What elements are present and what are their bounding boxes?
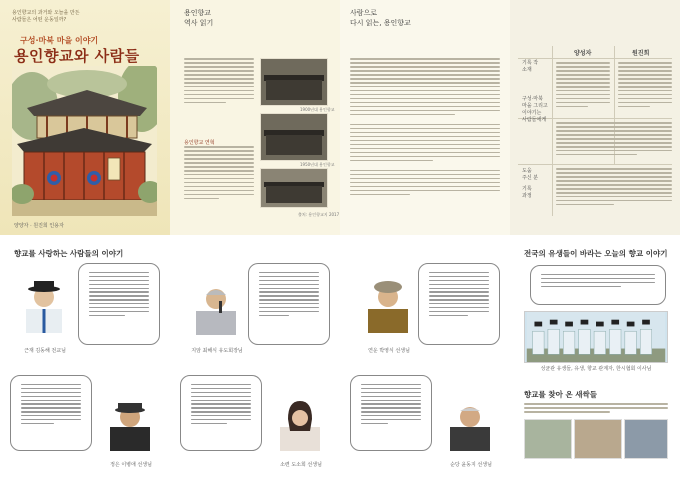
portrait-choi (186, 275, 246, 335)
people-history-column (340, 0, 510, 235)
speech-bubble-4 (10, 375, 92, 451)
people-history-body (350, 58, 500, 198)
kids-title: 향교를 찾아 온 새싹들 (524, 390, 598, 399)
top-band (0, 0, 680, 235)
history-body-text (184, 58, 254, 106)
portrait-kim (14, 273, 74, 333)
hyanggyo-photo-3 (260, 168, 328, 208)
portrait-do (270, 391, 330, 451)
hyanggyo-photo-2 (260, 113, 328, 161)
credits-head-2: 원진희 (632, 50, 650, 57)
cover-kicker: 구성·마북 마을 이야기 (20, 36, 99, 45)
person-name-1: 근재 김동해 전교님 (24, 348, 66, 354)
person-name-3: 연운 박영식 선생님 (368, 348, 410, 354)
hyanggyo-illustration (12, 66, 157, 216)
portrait-lee (100, 391, 160, 451)
people-history-title: 사람으로 다시 읽는, 용인향교 (350, 9, 411, 27)
speech-bubble-6 (350, 375, 432, 451)
credits-text-1 (556, 62, 610, 110)
cover-eyebrow: 용인향교의 과거와 오늘을 만든 사람들은 어떤 운동일까? (12, 10, 80, 23)
photo-caption-3: 출처: 용인향교지 2017 (298, 212, 340, 217)
kids-photo-1 (524, 419, 572, 459)
history-column (170, 0, 340, 235)
confucian-students-photo (524, 311, 668, 363)
kids-photo-3 (624, 419, 668, 459)
credits-head-1: 양성자 (574, 50, 592, 57)
credits-text-3 (556, 122, 672, 158)
cover-title: 용인향교와 사람들 (14, 47, 140, 65)
speech-bubble-5 (180, 375, 262, 451)
speech-bubble-2 (248, 263, 330, 345)
kids-body-text (524, 403, 668, 415)
interviews-section (0, 243, 680, 481)
history-subheading: 용인향교 연혁 (184, 140, 215, 146)
person-name-5: 소련 도소희 선생님 (280, 462, 322, 468)
cover-byline: 양양자 · 원진희 인용자 (14, 223, 64, 229)
portrait-park (358, 273, 418, 333)
cover-panel (0, 0, 170, 235)
photo-caption-2: 1950년대 용인향교 (300, 162, 335, 167)
speech-bubble-group (530, 265, 666, 305)
speech-bubble-1 (78, 263, 160, 345)
credits-column (510, 0, 680, 235)
person-name-4: 정은 이병애 선생님 (110, 462, 152, 468)
person-name-6: 순당 윤동지 선생님 (450, 462, 492, 468)
credits-row-1: 기록 작 소재 (522, 60, 539, 73)
kids-photo-2 (574, 419, 622, 459)
group-title: 전국의 유생들이 바라는 오늘의 향교 이야기 (524, 249, 668, 258)
credits-text-2 (618, 62, 672, 110)
hyanggyo-photo-1 (260, 58, 328, 106)
credits-text-4 (556, 168, 672, 208)
interviews-title: 향교를 사랑하는 사람들의 이야기 (14, 249, 124, 258)
credits-row-2: 구성·마북 마을 그리고 이야기는 사람들에게 (522, 96, 548, 123)
history-timeline-text (184, 146, 254, 202)
credits-row-3: 도움 주신 분 (522, 168, 539, 181)
history-title: 용인향교 역사 읽기 (184, 9, 214, 27)
portrait-yoon (440, 391, 500, 451)
group-caption: 성균관 유생들, 유생, 향교 관계자, 한시협회 이사님 (540, 366, 652, 372)
person-name-2: 지암 최해식 유도회장님 (191, 348, 243, 354)
credits-row-4: 기록 과정 (522, 186, 532, 199)
speech-bubble-3 (418, 263, 500, 345)
photo-caption-1: 1900년대 용인향교 (300, 107, 335, 112)
